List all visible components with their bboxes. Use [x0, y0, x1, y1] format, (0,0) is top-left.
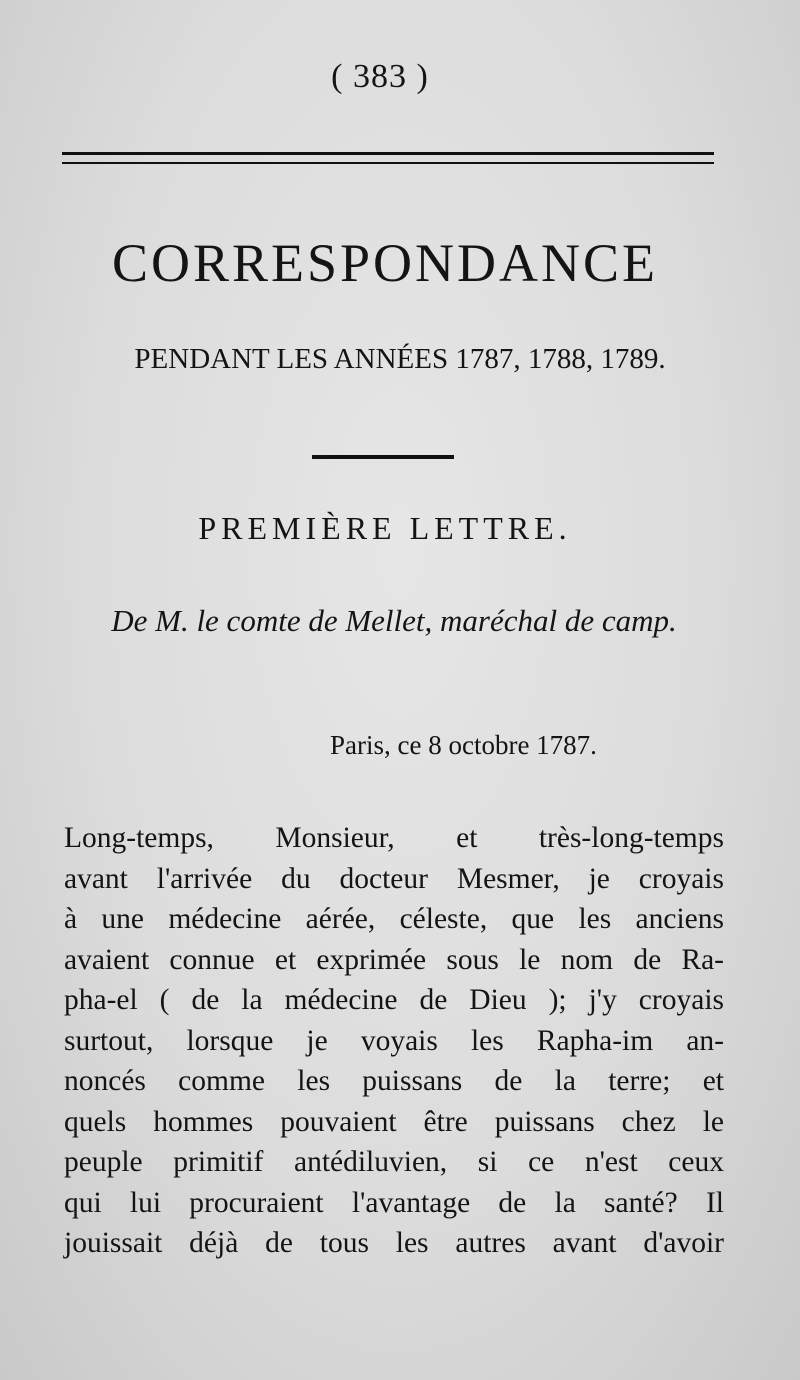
body-line: peuple primitif antédiluvien, si ce n'est ceux — [64, 1146, 724, 1178]
page-number: ( 383 ) — [331, 58, 429, 95]
body-line: à une médecine aérée, céleste, que les anciens — [64, 903, 724, 935]
body-line: pha-el ( de la médecine de Dieu ); j'y croyais — [64, 984, 724, 1016]
body-line: jouissait déjà de tous les autres avant d'avoir — [64, 1227, 724, 1259]
body-line: noncés comme les puissans de la terre; et — [64, 1065, 724, 1097]
header-double-rule — [62, 152, 714, 164]
divider-rule — [312, 455, 454, 459]
letter-dateline: Paris, ce 8 octobre 1787. — [330, 730, 597, 760]
body-line: quels hommes pouvaient être puissans chez le — [64, 1105, 724, 1138]
body-line: avaient connue et exprimée sous le nom de Ra- — [64, 943, 724, 976]
letter-heading: PREMIÈRE LETTRE. — [198, 510, 572, 546]
body-line: surtout, lorsque je voyais les Rapha-im an- — [64, 1024, 724, 1057]
body-line: qui lui procuraient l'avantage de la santé? Il — [64, 1186, 724, 1219]
body-line: avant l'arrivée du docteur Mesmer, je croyais — [64, 862, 724, 895]
letter-author-line: De M. le comte de Mellet, maréchal de camp. — [111, 603, 677, 638]
section-title: CORRESPONDANCE — [111, 233, 659, 293]
body-line: Long-temps, Monsieur, et très-long-temps — [64, 822, 724, 854]
letter-body — [64, 818, 724, 1264]
section-subtitle: PENDANT LES ANNÉES 1787, 1788, 1789. — [134, 343, 666, 375]
